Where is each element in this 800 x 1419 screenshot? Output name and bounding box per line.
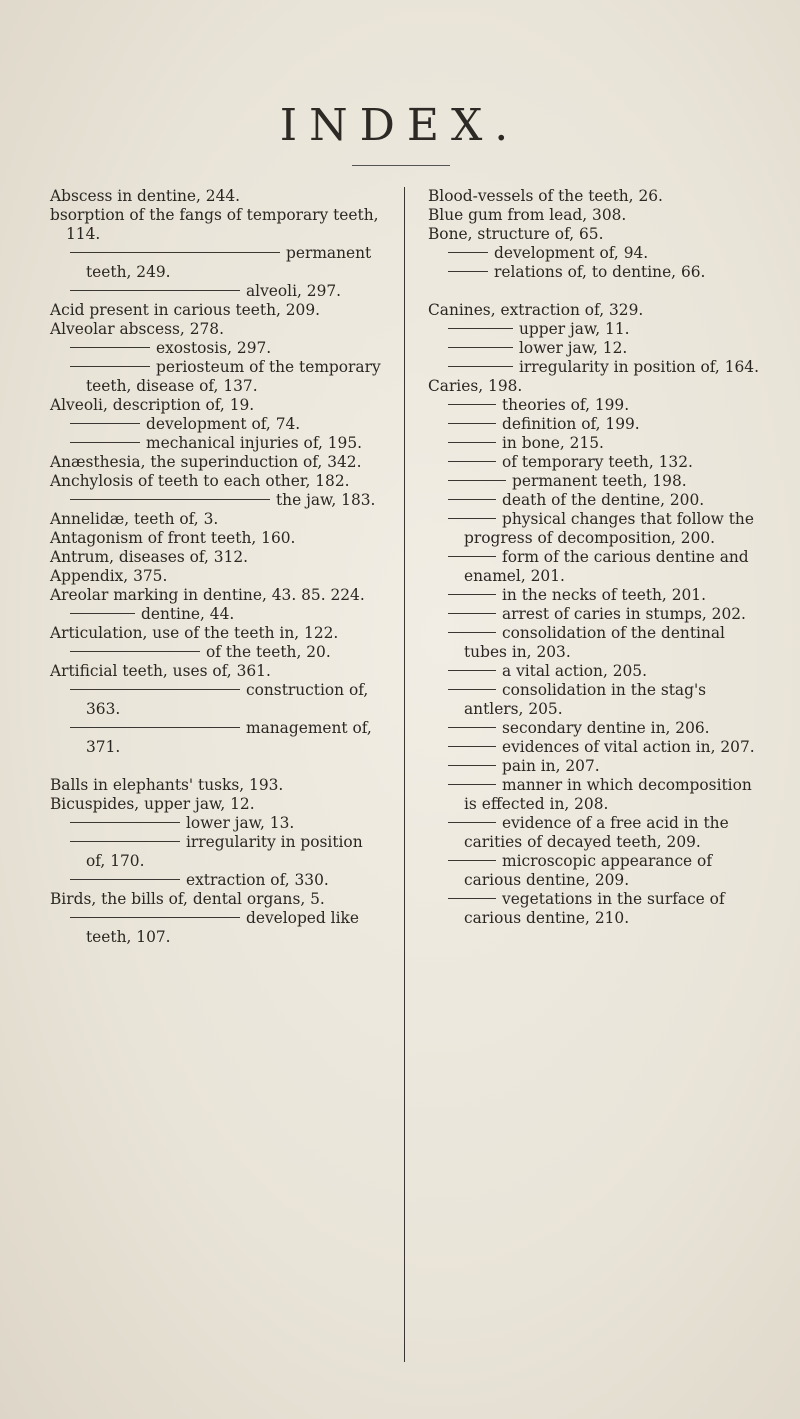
entry-text: Appendix, 375. — [50, 567, 168, 585]
entry-text: Anchylosis of teeth to each other, 182. — [50, 472, 350, 490]
entry-text: Alveolar abscess, 278. — [50, 320, 224, 338]
index-subentry — [428, 358, 768, 377]
index-subentry — [50, 814, 386, 833]
entry-text: arrest of caries in stumps, 202. — [502, 605, 746, 623]
index-entry — [50, 320, 386, 339]
entry-text: the jaw, 183. — [276, 491, 376, 509]
index-subentry — [428, 586, 768, 605]
ditto-dash — [448, 765, 496, 766]
index-entry — [50, 890, 386, 909]
entry-text: relations of, to dentine, 66. — [494, 263, 706, 281]
ditto-dash — [448, 670, 496, 671]
index-entry — [428, 206, 768, 225]
ditto-dash — [448, 252, 488, 253]
index-entry — [50, 795, 386, 814]
index-subentry — [428, 548, 768, 586]
entry-text: mechanical injuries of, 195. — [146, 434, 363, 452]
index-entry — [428, 377, 768, 396]
index-entry — [50, 187, 386, 206]
entry-text: theories of, 199. — [502, 396, 630, 414]
index-subentry — [428, 662, 768, 681]
entry-text: dentine, 44. — [141, 605, 235, 623]
entry-text: consolidation of the dentinal tubes in, 203. — [464, 624, 725, 661]
page-title: INDEX. — [279, 100, 521, 151]
ditto-dash — [448, 898, 496, 899]
ditto-dash — [70, 252, 280, 253]
ditto-dash — [448, 518, 496, 519]
index-entry — [50, 586, 386, 605]
ditto-dash — [70, 613, 135, 614]
entry-text: management of, 371. — [86, 719, 372, 756]
entry-text: form of the carious dentine and enamel, 201. — [464, 548, 749, 585]
entry-text: Canines, extraction of, 329. — [428, 301, 644, 319]
index-column-right — [428, 187, 768, 928]
entry-text: death of the dentine, 200. — [502, 491, 705, 509]
index-subentry — [428, 776, 768, 814]
ditto-dash — [448, 784, 496, 785]
entry-text: a vital action, 205. — [502, 662, 647, 680]
index-subentry — [50, 605, 386, 624]
entry-text: of temporary teeth, 132. — [502, 453, 693, 471]
index-subentry — [428, 472, 768, 491]
entry-text: development of, 74. — [146, 415, 301, 433]
entry-text: exostosis, 297. — [156, 339, 272, 357]
entry-text: Caries, 198. — [428, 377, 523, 395]
index-entry — [50, 206, 386, 244]
entry-text: consolidation in the stag's antlers, 205. — [464, 681, 707, 718]
entry-text: lower jaw, 13. — [186, 814, 295, 832]
entry-text: Acid present in carious teeth, 209. — [50, 301, 321, 319]
index-subentry — [428, 852, 768, 890]
entry-text: construction of, 363. — [86, 681, 369, 718]
index-subentry — [50, 244, 386, 282]
index-entry — [50, 624, 386, 643]
ditto-dash — [448, 480, 506, 481]
entry-text: permanent teeth, 249. — [86, 244, 372, 281]
entry-text: secondary dentine in, 206. — [502, 719, 710, 737]
entry-text: periosteum of the temporary teeth, disease of, 137. — [86, 358, 381, 395]
ditto-dash — [70, 499, 270, 500]
entry-text: developed like teeth, 107. — [86, 909, 359, 946]
entry-text: physical changes that follow the progress of decomposition, 200. — [464, 510, 754, 547]
index-subentry — [50, 339, 386, 358]
index-subentry — [50, 833, 386, 871]
section-gap — [428, 282, 768, 301]
ditto-dash — [70, 822, 180, 823]
index-entry — [50, 776, 386, 795]
ditto-dash — [448, 822, 496, 823]
entry-text: evidences of vital action in, 207. — [502, 738, 755, 756]
entry-text: pain in, 207. — [502, 757, 600, 775]
index-entry — [50, 453, 386, 472]
ditto-dash — [70, 651, 200, 652]
title-rule — [352, 165, 450, 166]
ditto-dash — [448, 613, 496, 614]
index-subentry — [428, 244, 768, 263]
index-subentry — [50, 643, 386, 662]
ditto-dash — [70, 689, 240, 690]
entry-text: Antrum, diseases of, 312. — [50, 548, 249, 566]
ditto-dash — [448, 689, 496, 690]
entry-text: Birds, the bills of, dental organs, 5. — [50, 890, 325, 908]
entry-text: Bicuspides, upper jaw, 12. — [50, 795, 255, 813]
index-subentry — [428, 605, 768, 624]
index-entry — [50, 529, 386, 548]
entry-text: vegetations in the surface of carious dentine, 210. — [464, 890, 725, 927]
index-subentry — [428, 339, 768, 358]
ditto-dash — [448, 423, 496, 424]
entry-text: definition of, 199. — [502, 415, 640, 433]
entry-text: development of, 94. — [494, 244, 649, 262]
index-entry — [50, 567, 386, 586]
ditto-dash — [448, 860, 496, 861]
index-entry — [50, 301, 386, 320]
ditto-dash — [448, 746, 496, 747]
entry-text: extraction of, 330. — [186, 871, 329, 889]
ditto-dash — [448, 594, 496, 595]
index-entry — [50, 472, 386, 491]
ditto-dash — [70, 917, 240, 918]
entry-text: evidence of a free acid in the carities of decayed teeth, 209. — [464, 814, 729, 851]
index-subentry — [50, 282, 386, 301]
entry-text: Bone, structure of, 65. — [428, 225, 604, 243]
index-subentry — [428, 320, 768, 339]
column-divider — [404, 187, 405, 1362]
index-subentry — [428, 453, 768, 472]
index-entry — [428, 225, 768, 244]
index-subentry — [50, 491, 386, 510]
index-subentry — [50, 909, 386, 947]
index-entry — [428, 301, 768, 320]
ditto-dash — [70, 347, 150, 348]
entry-text: bsorption of the fangs of temporary teeth, 114. — [50, 206, 379, 243]
index-subentry — [428, 738, 768, 757]
index-subentry — [428, 624, 768, 662]
entry-text: Abscess in dentine, 244. — [50, 187, 241, 205]
entry-text: Antagonism of front teeth, 160. — [50, 529, 296, 547]
ditto-dash — [448, 271, 488, 272]
entry-text: upper jaw, 11. — [519, 320, 630, 338]
index-subentry — [428, 681, 768, 719]
ditto-dash — [448, 461, 496, 462]
index-subentry — [428, 890, 768, 928]
index-subentry — [50, 871, 386, 890]
ditto-dash — [70, 290, 240, 291]
entry-text: Artificial teeth, uses of, 361. — [50, 662, 271, 680]
ditto-dash — [448, 404, 496, 405]
entry-text: Anæsthesia, the superinduction of, 342. — [50, 453, 362, 471]
index-subentry — [428, 396, 768, 415]
index-subentry — [50, 415, 386, 434]
ditto-dash — [448, 328, 513, 329]
entry-text: in bone, 215. — [502, 434, 604, 452]
entry-text: Blue gum from lead, 308. — [428, 206, 627, 224]
entry-text: manner in which decomposition is effected in, 208. — [464, 776, 752, 813]
entry-text: microscopic appearance of carious dentine, 209. — [464, 852, 713, 889]
entry-text: permanent teeth, 198. — [512, 472, 687, 490]
index-subentry — [428, 757, 768, 776]
ditto-dash — [448, 442, 496, 443]
entry-text: alveoli, 297. — [246, 282, 342, 300]
index-subentry — [428, 719, 768, 738]
entry-text: Areolar marking in dentine, 43. 85. 224. — [50, 586, 365, 604]
entry-text: irregularity in position of, 170. — [86, 833, 363, 870]
entry-text: Annelidæ, teeth of, 3. — [50, 510, 219, 528]
index-subentry — [428, 263, 768, 282]
section-gap — [50, 757, 386, 776]
ditto-dash — [448, 347, 513, 348]
index-subentry — [50, 719, 386, 757]
ditto-dash — [70, 423, 140, 424]
ditto-dash — [448, 632, 496, 633]
ditto-dash — [448, 727, 496, 728]
index-column-left — [50, 187, 386, 947]
entry-text: Articulation, use of the teeth in, 122. — [50, 624, 339, 642]
ditto-dash — [448, 366, 513, 367]
index-entry — [50, 662, 386, 681]
index-subentry — [428, 415, 768, 434]
ditto-dash — [70, 879, 180, 880]
entry-text: irregularity in position of, 164. — [519, 358, 759, 376]
index-subentry — [428, 814, 768, 852]
entry-text: Blood-vessels of the teeth, 26. — [428, 187, 663, 205]
ditto-dash — [448, 556, 496, 557]
ditto-dash — [70, 366, 150, 367]
entry-text: lower jaw, 12. — [519, 339, 628, 357]
index-entry — [428, 187, 768, 206]
index-subentry — [428, 434, 768, 453]
index-subentry — [428, 510, 768, 548]
entry-text: Balls in elephants' tusks, 193. — [50, 776, 284, 794]
ditto-dash — [70, 442, 140, 443]
index-subentry — [428, 491, 768, 510]
ditto-dash — [70, 841, 180, 842]
index-entry — [50, 510, 386, 529]
index-entry — [50, 396, 386, 415]
index-subentry — [50, 358, 386, 396]
index-entry — [50, 548, 386, 567]
ditto-dash — [70, 727, 240, 728]
index-subentry — [50, 434, 386, 453]
entry-text: of the teeth, 20. — [206, 643, 331, 661]
entry-text: in the necks of teeth, 201. — [502, 586, 706, 604]
index-subentry — [50, 681, 386, 719]
entry-text: Alveoli, description of, 19. — [50, 396, 255, 414]
ditto-dash — [448, 499, 496, 500]
